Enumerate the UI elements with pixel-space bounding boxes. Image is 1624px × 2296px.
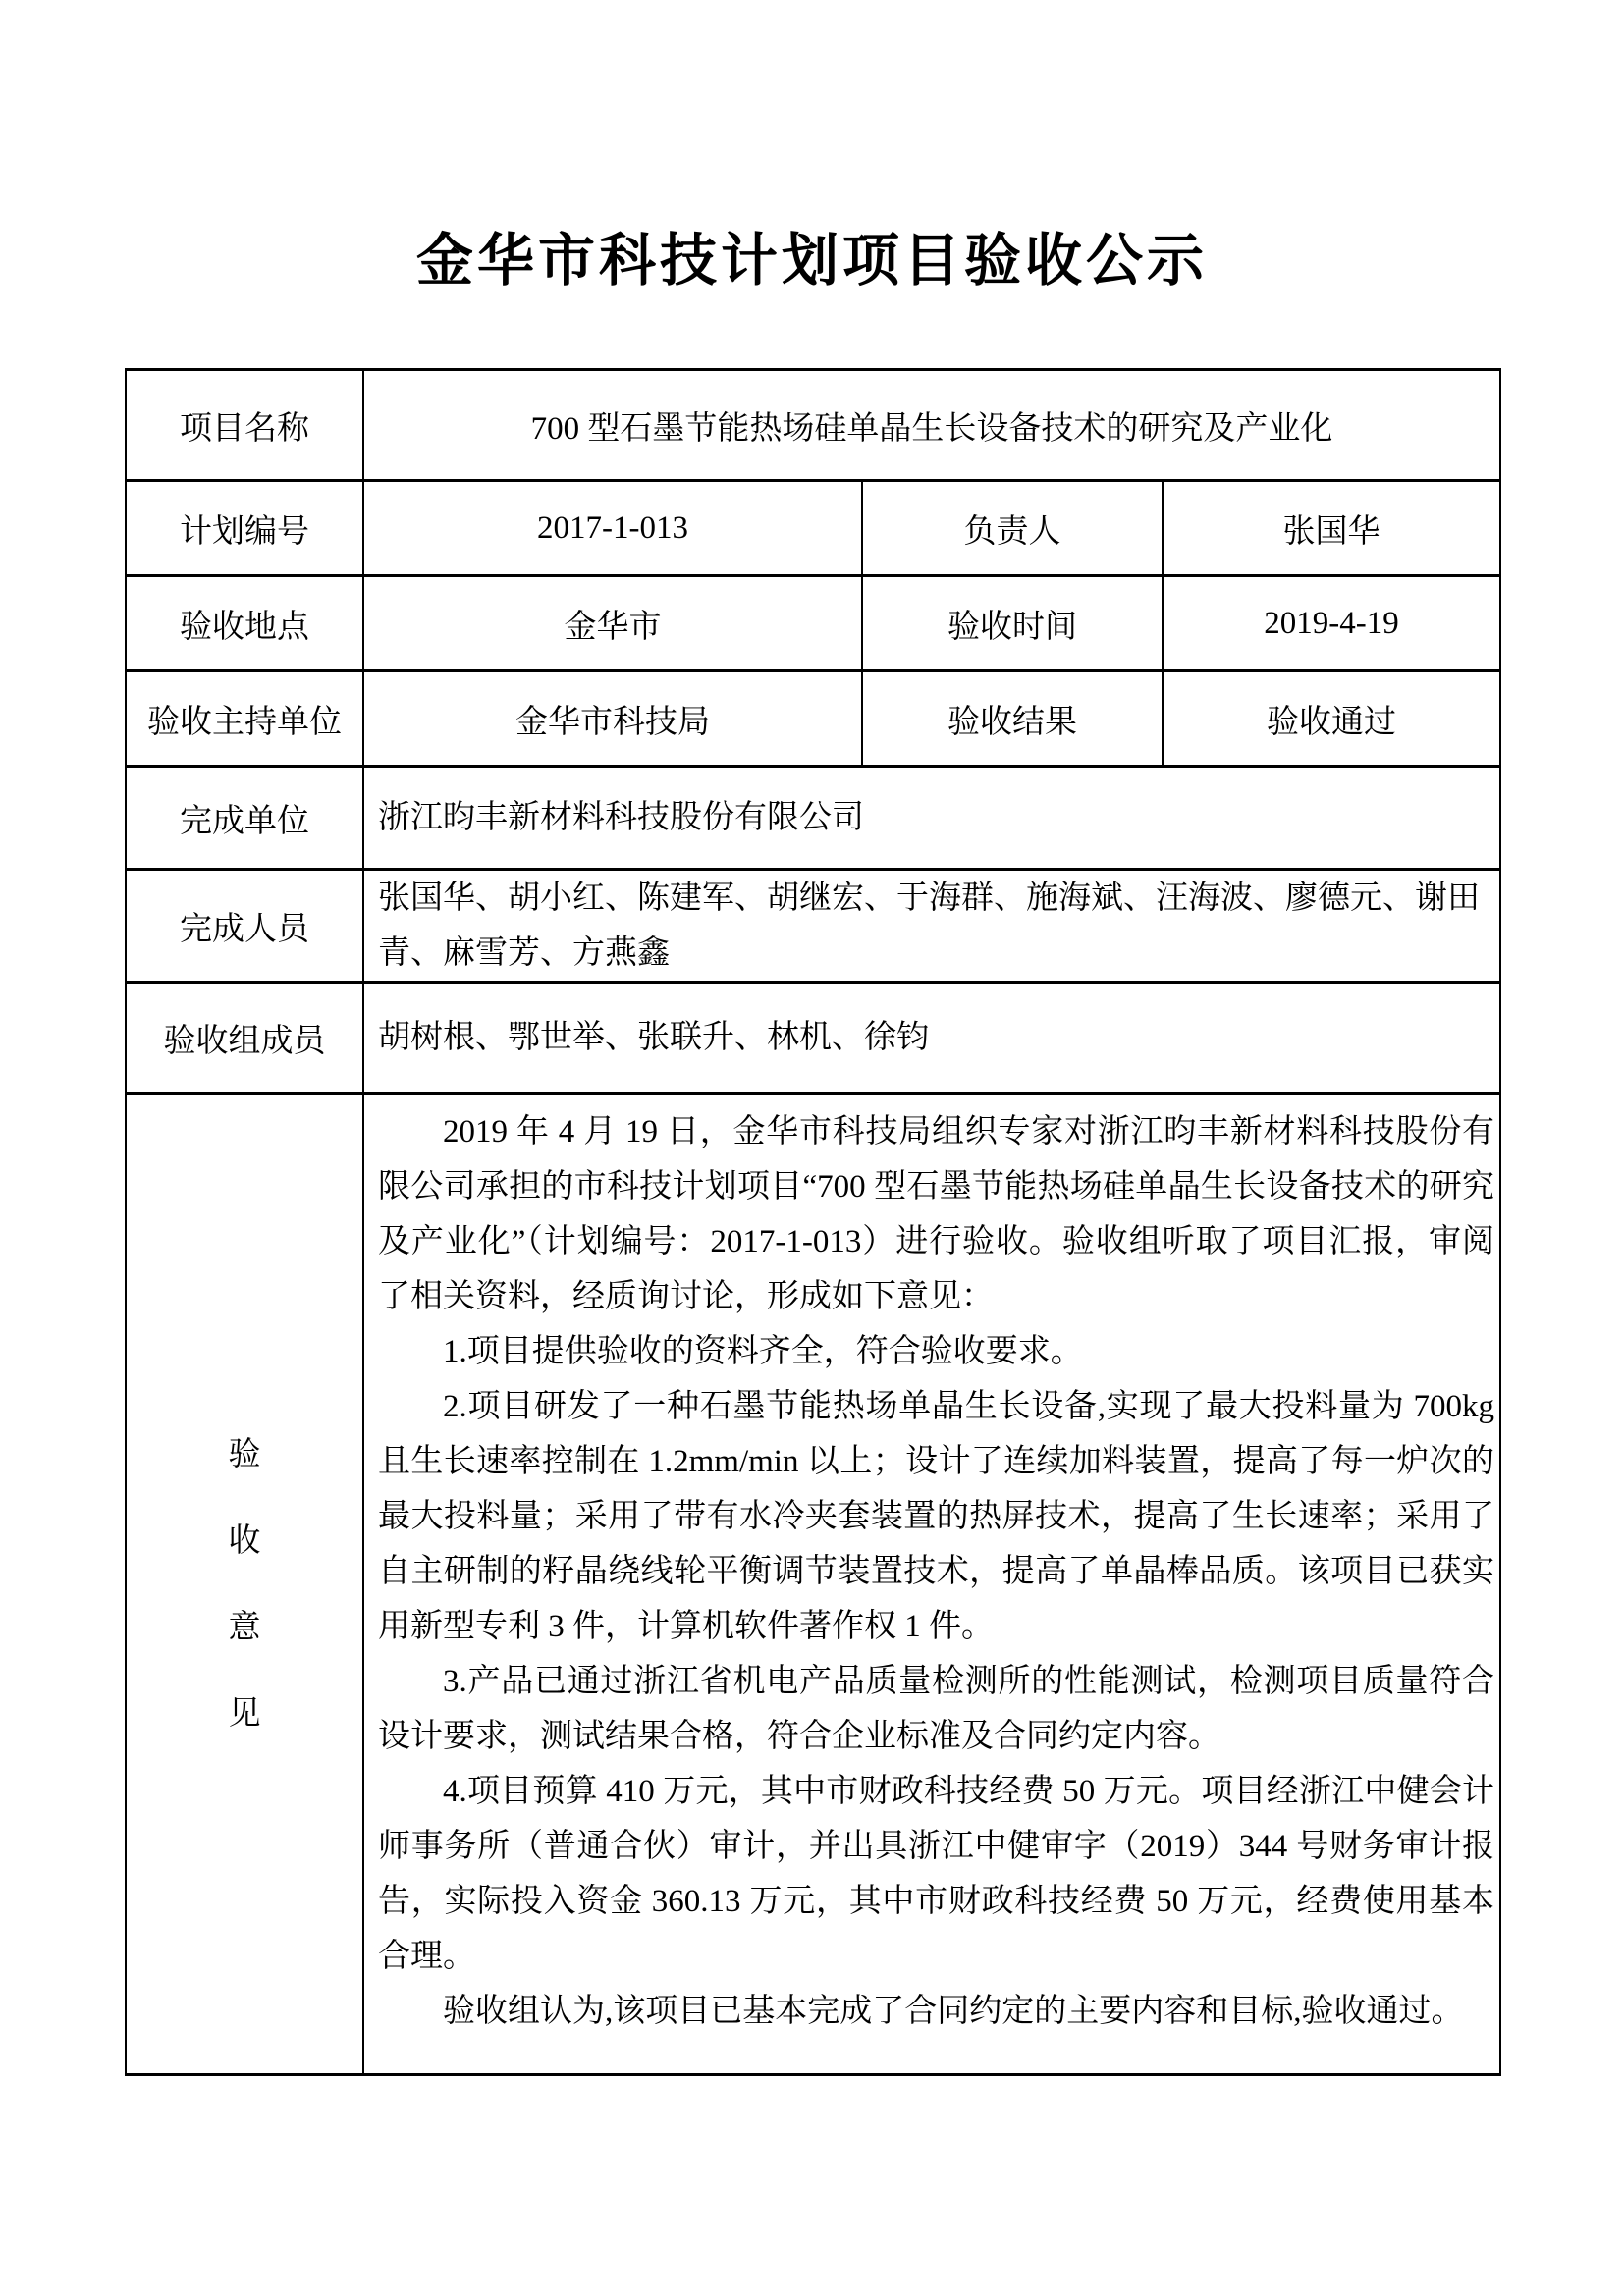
acceptance-group-value: 胡树根、鄂世举、张联升、林机、徐钧 [363, 983, 1500, 1094]
acceptance-time-value: 2019-4-19 [1163, 576, 1500, 671]
plan-number-label: 计划编号 [126, 481, 363, 576]
acceptance-place-value: 金华市 [363, 576, 862, 671]
acceptance-place-row [126, 576, 1500, 671]
leader-label: 负责人 [862, 481, 1163, 576]
plan-number-value: 2017-1-013 [363, 481, 862, 576]
completion-personnel-row [126, 870, 1500, 983]
acceptance-opinion-label [126, 1094, 363, 2075]
plan-number-row [126, 481, 1500, 576]
acceptance-opinion-body [363, 1094, 1500, 2075]
acceptance-time-label: 验收时间 [862, 576, 1163, 671]
project-name-label: 项目名称 [126, 370, 363, 481]
host-unit-value: 金华市科技局 [363, 671, 862, 767]
project-name-value: 700 型石墨节能热场硅单晶生长设备技术的研究及产业化 [363, 370, 1500, 481]
acceptance-table [125, 368, 1501, 2076]
completion-unit-row [126, 767, 1500, 870]
host-unit-row [126, 671, 1500, 767]
opinion-label-char: 收 [228, 1522, 261, 1559]
acceptance-place-label: 验收地点 [126, 576, 363, 671]
completion-unit-value: 浙江昀丰新材料科技股份有限公司 [363, 767, 1500, 870]
acceptance-group-row [126, 983, 1500, 1094]
host-unit-label: 验收主持单位 [126, 671, 363, 767]
acceptance-result-label: 验收结果 [862, 671, 1163, 767]
completion-personnel-label: 完成人员 [126, 870, 363, 983]
opinion-label-char: 验 [228, 1436, 261, 1472]
opinion-paragraph: 2019 年 4 月 19 日，金华市科技局组织专家对浙江昀丰新材料科技股份有限公司承担的市科技计划项目“700 型石墨节能热场硅单晶生长设备技术的研究及产业化”（计划编号：2017-1-013）进行验收。验收组听取了项目汇报，审阅了相关资料，经质询讨论，形成如下意见： [378, 1114, 1494, 1314]
acceptance-group-label: 验收组成员 [126, 983, 363, 1094]
acceptance-result-value: 验收通过 [1163, 671, 1500, 767]
completion-unit-label: 完成单位 [126, 767, 363, 870]
leader-value: 张国华 [1163, 481, 1500, 576]
project-name-row [126, 370, 1500, 481]
completion-personnel-value: 张国华、胡小红、陈建军、胡继宏、于海群、施海斌、汪海波、廖德元、谢田青、麻雪芳、方燕鑫 [363, 870, 1500, 983]
opinion-label-char: 见 [228, 1695, 261, 1732]
opinion-label-char: 意 [228, 1609, 261, 1645]
acceptance-opinion-row [126, 1094, 1500, 2075]
opinion-paragraph: 3.产品已通过浙江省机电产品质量检测所的性能测试，检测项目质量符合设计要求，测试结果合格，符合企业标准及合同约定内容。 [378, 1664, 1494, 1754]
opinion-paragraph: 1.项目提供验收的资料齐全，符合验收要求。 [443, 1334, 1083, 1369]
opinion-paragraph: 4.项目预算 410 万元，其中市财政科技经费 50 万元。项目经浙江中健会计师事务所（普通合伙）审计，并出具浙江中健审字（2019）344 号财务审计报告，实际投入资金 360.13 万元，其中市财政科技经费 50 万元，经费使用基本合理。 [378, 1774, 1494, 1974]
opinion-paragraph: 验收组认为,该项目已基本完成了合同约定的主要内容和目标,验收通过。 [443, 1994, 1464, 2029]
page-title: 金华市科技计划项目验收公示 [415, 229, 1208, 293]
opinion-paragraph: 2.项目研发了一种石墨节能热场单晶生长设备,实现了最大投料量为 700kg 且生长速率控制在 1.2mm/min 以上；设计了连续加料装置，提高了每一炉次的最大投料量；采用了带有水冷夹套装置的热屏技术，提高了生长速率；采用了自主研制的籽晶绕线轮平衡调节装置技术，提高了单晶棒品质。该项目已获实用新型专利 3 件，计算机软件著作权 1 件。 [378, 1389, 1494, 1644]
